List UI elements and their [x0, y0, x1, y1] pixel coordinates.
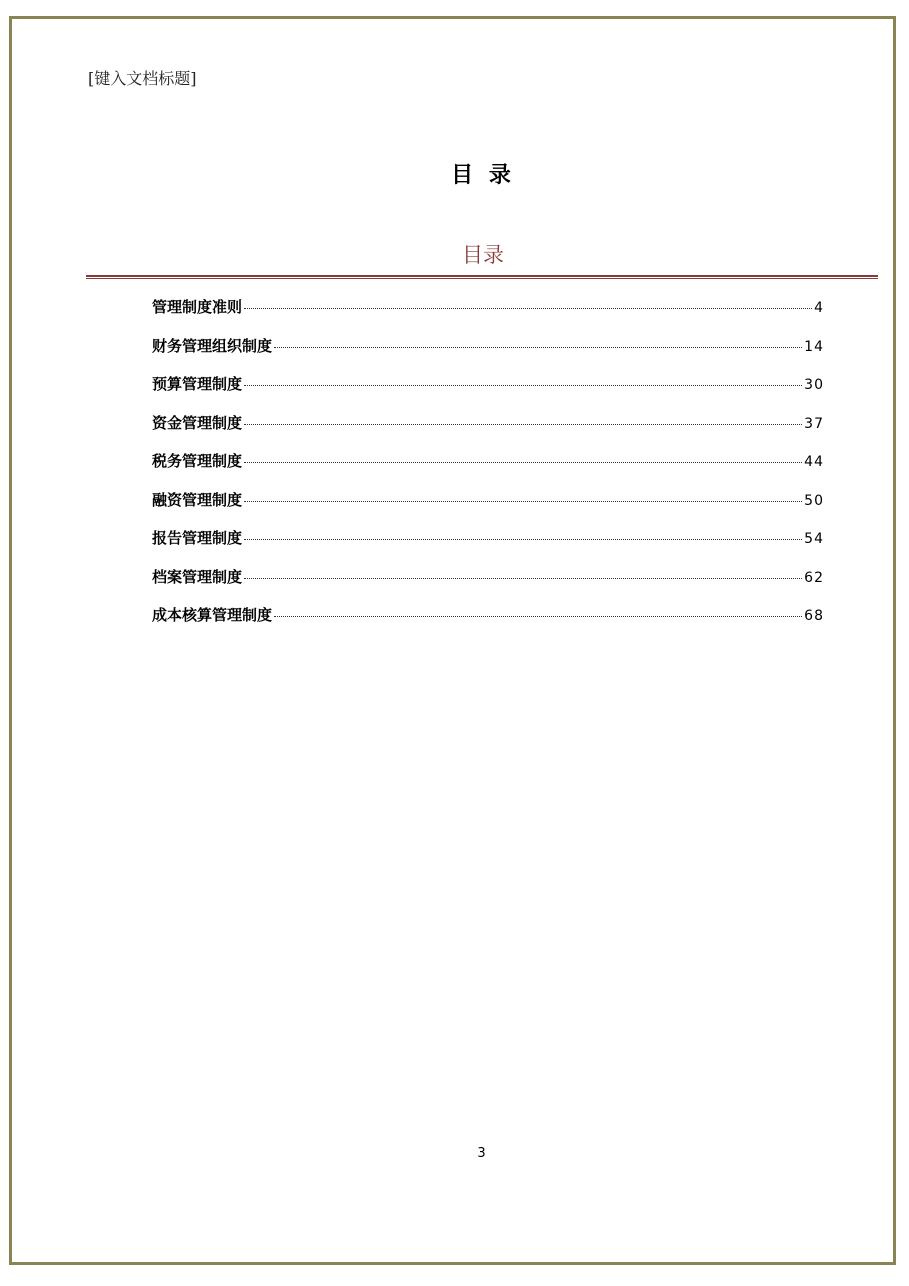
toc-leader-dots	[244, 578, 802, 579]
toc-entry-title: 税务管理制度	[152, 452, 243, 470]
toc-entry[interactable]	[152, 527, 824, 566]
toc-entry-title: 报告管理制度	[152, 529, 243, 547]
toc-entry[interactable]	[152, 296, 824, 335]
toc-entry-page: 54	[804, 531, 824, 547]
toc-entry-title: 成本核算管理制度	[152, 606, 273, 624]
toc-leader-dots	[274, 616, 802, 617]
toc-entry[interactable]	[152, 604, 824, 643]
toc-leader-dots	[244, 385, 802, 386]
toc-leader-dots	[244, 501, 802, 502]
toc-leader-dots	[244, 539, 802, 540]
toc-entry[interactable]	[152, 373, 824, 412]
toc-leader-dots	[244, 462, 802, 463]
toc-entry-title: 管理制度准则	[152, 298, 243, 316]
toc-entry-page: 68	[804, 608, 824, 624]
toc-entry-page: 44	[804, 454, 824, 470]
toc-entry[interactable]	[152, 412, 824, 451]
heading-divider	[86, 275, 878, 279]
toc-entry[interactable]	[152, 335, 824, 374]
toc-entry-title: 预算管理制度	[152, 375, 243, 393]
toc-entry-page: 50	[804, 492, 824, 509]
document-title-placeholder[interactable]: [键入文档标题]	[88, 69, 197, 88]
toc-entry[interactable]	[152, 489, 824, 528]
toc-entry-page: 14	[804, 338, 824, 355]
toc-entry[interactable]	[152, 450, 824, 489]
toc-entry-title: 档案管理制度	[152, 567, 243, 586]
page-title: 目 录	[451, 163, 515, 188]
toc-entry-page: 37	[804, 415, 824, 432]
table-of-contents	[152, 296, 824, 643]
toc-entry-title: 融资管理制度	[152, 490, 243, 509]
toc-entry-title: 资金管理制度	[152, 413, 243, 432]
toc-entry-page: 62	[804, 569, 824, 586]
toc-leader-dots	[244, 308, 812, 309]
toc-entry-page: 4	[814, 300, 824, 316]
toc-heading: 目录	[462, 243, 504, 267]
toc-leader-dots	[244, 424, 802, 425]
toc-entry[interactable]	[152, 566, 824, 605]
toc-entry-title: 财务管理组织制度	[152, 336, 273, 355]
toc-leader-dots	[274, 347, 802, 348]
toc-entry-page: 30	[804, 377, 824, 393]
page-number: 3	[477, 1146, 486, 1161]
